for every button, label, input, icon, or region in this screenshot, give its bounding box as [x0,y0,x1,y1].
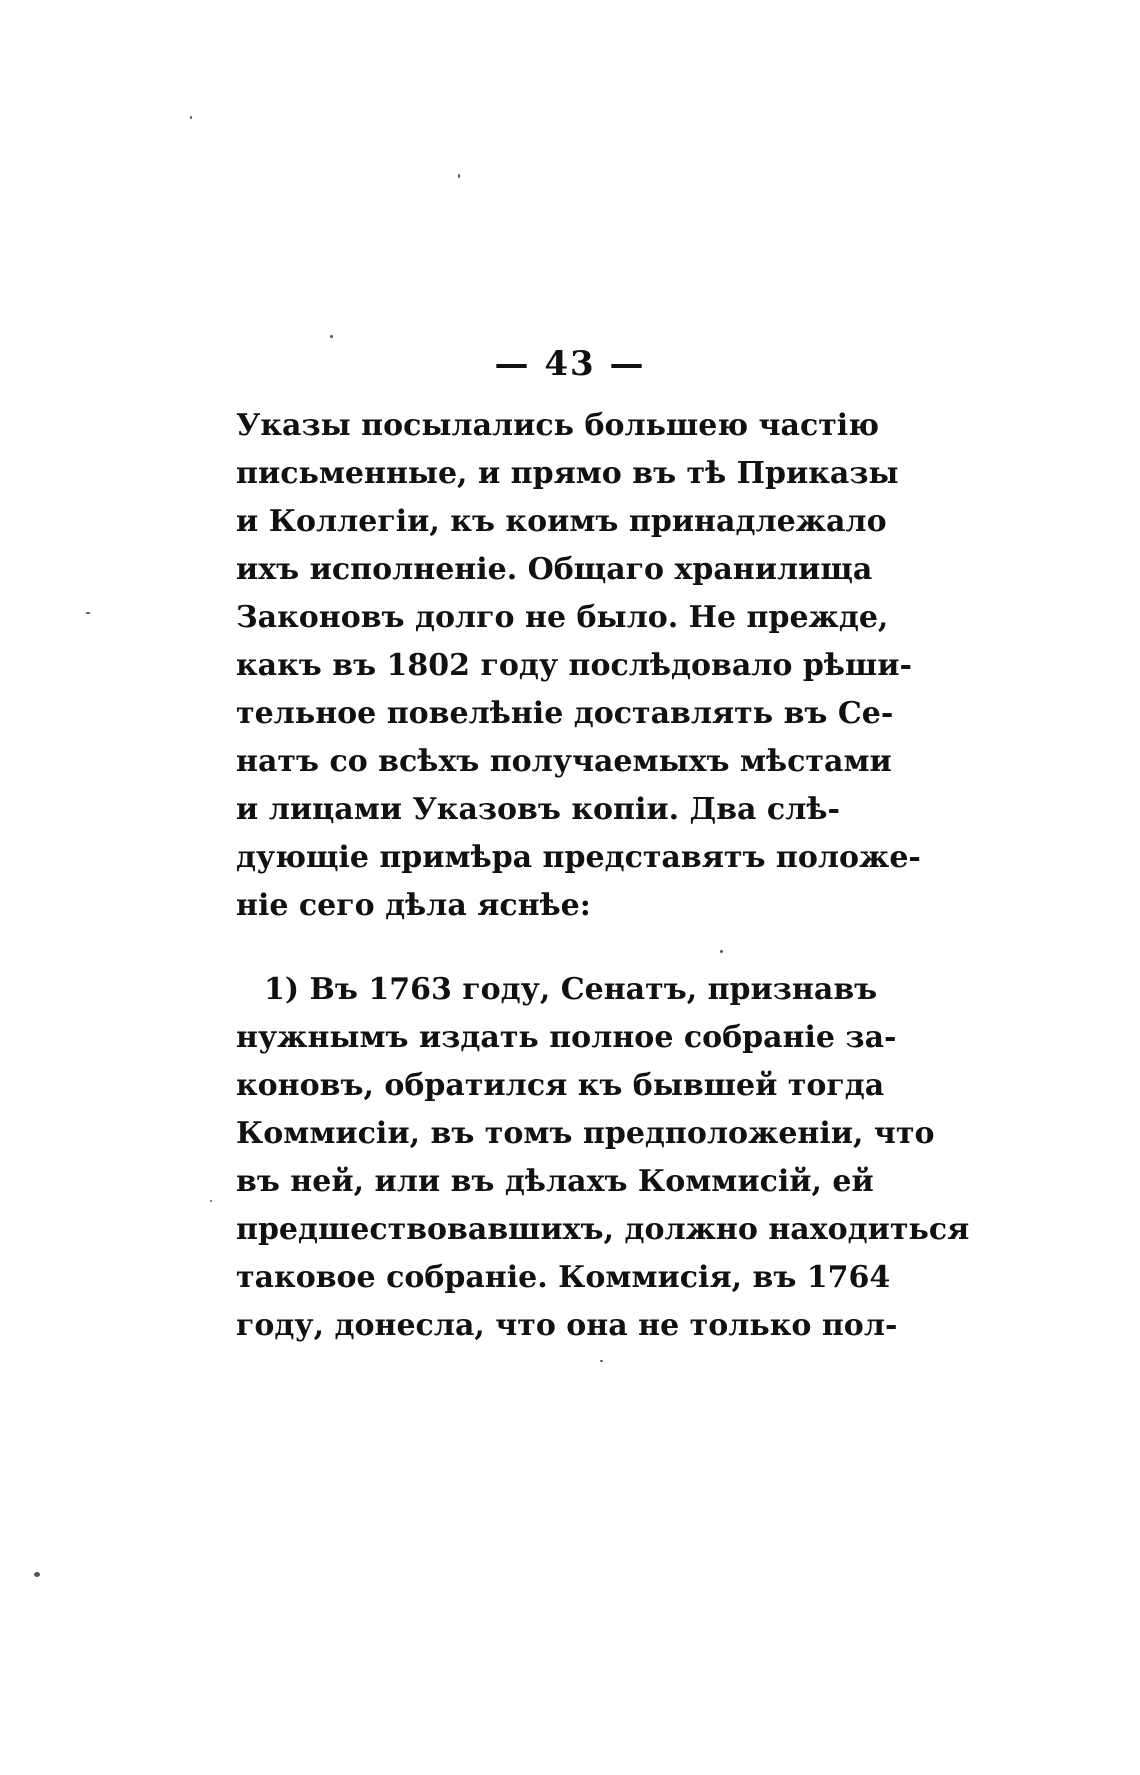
scan-speck [190,116,192,119]
paragraph-1 [236,402,921,930]
text-line: 1) Въ 1763 году, Сенатъ, признавъ [264,972,878,1007]
text-line: нужнымъ издать полное собраніе за- [236,1020,897,1055]
text-line: ніе сего дѣла яснѣе: [236,888,591,923]
text-line: и лицами Указовъ копіи. Два слѣ- [236,792,840,827]
text-line: Законовъ долго не было. Не прежде, [236,600,889,635]
text-line: таковое собраніе. Коммисія, въ 1764 [236,1260,891,1295]
text-line: Указы посылались большею частію [236,408,879,443]
text-line: ихъ исполненіе. Общаго хранилища [236,552,873,587]
paragraph-2 [236,966,970,1350]
text-line: и Коллегіи, къ коимъ принадлежало [236,504,887,539]
scan-speck [34,1572,40,1577]
scan-speck [720,950,723,953]
text-line: году, донесла, что она не только пол- [236,1308,898,1343]
scan-speck [458,174,460,178]
scan-speck [210,1200,212,1202]
text-line: какъ въ 1802 году послѣдовало рѣши- [236,648,912,683]
text-line: предшествовавшихъ, должно находиться [236,1212,970,1247]
text-line: письменные, и прямо въ тѣ Приказы [236,456,899,491]
scan-speck [86,612,90,614]
text-line: тельное повелѣніе доставлять въ Се- [236,696,894,731]
text-line: Коммисіи, въ томъ предположеніи, что [236,1116,935,1151]
text-line: натъ со всѣхъ получаемыхъ мѣстами [236,744,892,779]
text-line: коновъ, обратился къ бывшей тогда [236,1068,885,1103]
scan-speck [330,335,333,338]
text-line: дующіе примѣра представятъ положе- [236,840,921,875]
text-line: въ ней, или въ дѣлахъ Коммисій, ей [236,1164,874,1199]
scan-speck [600,1360,603,1362]
page-number: — 43 — [494,344,646,384]
